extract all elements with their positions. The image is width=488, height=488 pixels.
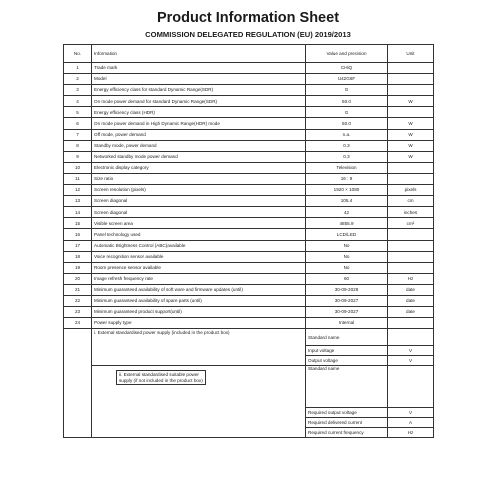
row-information: Screen diagonal [92, 196, 306, 207]
document-subtitle: COMMISSION DELEGATED REGULATION (EU) 2019/2013 [145, 30, 351, 39]
power-supply-b-field: Required output voltage [306, 408, 388, 418]
row-unit [388, 240, 434, 251]
row-value: No [306, 251, 388, 262]
row-number: 9 [64, 151, 92, 162]
row-number: 22 [64, 295, 92, 306]
row-number: 15 [64, 218, 92, 229]
power-supply-b-unit: V [388, 408, 434, 418]
power-supply-b-field: Required current frequency [306, 428, 388, 438]
power-supply-number-cell [64, 329, 92, 438]
row-number: 10 [64, 162, 92, 173]
row-value: Internal [306, 318, 388, 329]
row-number: 1 [64, 63, 92, 74]
table-row [64, 74, 434, 85]
table-row [64, 284, 434, 295]
power-supply-b-label [92, 366, 306, 438]
table-row [64, 140, 434, 151]
row-unit: cm [388, 196, 434, 207]
row-value: LCD/LED [306, 229, 388, 240]
row-number: 2 [64, 74, 92, 85]
row-value: 4855.9 [306, 218, 388, 229]
row-unit: date [388, 295, 434, 306]
power-supply-a-unit [388, 329, 434, 346]
row-value: No [306, 240, 388, 251]
row-information: On mode power demand for standard Dynamic Range(SDR) [92, 96, 306, 107]
power-supply-b-unit: Hz [388, 428, 434, 438]
header-value: Value and precision [306, 45, 388, 63]
row-value: 30-09-2027 [306, 295, 388, 306]
row-unit: inches [388, 207, 434, 218]
table-row [64, 262, 434, 273]
row-information: Off mode, power demand [92, 129, 306, 140]
row-information: Energy efficiency class for standard Dynamic Range(SDR) [92, 85, 306, 96]
power-supply-a-field: Input voltage [306, 346, 388, 356]
row-number: 23 [64, 307, 92, 318]
table-row [64, 162, 434, 173]
row-unit [388, 318, 434, 329]
row-unit: W [388, 140, 434, 151]
row-number: 24 [64, 318, 92, 329]
row-information: Room presence sensor available [92, 262, 306, 273]
table-row [64, 207, 434, 218]
row-value: 30-09-2028 [306, 284, 388, 295]
row-value: 16 : 9 [306, 173, 388, 184]
row-number: 11 [64, 173, 92, 184]
row-number: 12 [64, 185, 92, 196]
table-row [64, 118, 434, 129]
row-information: Model [92, 74, 306, 85]
power-supply-a-row [64, 329, 434, 346]
row-number: 4 [64, 96, 92, 107]
table-row [64, 173, 434, 184]
row-value: G [306, 85, 388, 96]
row-information: Size ratio [92, 173, 306, 184]
row-unit: Hz [388, 273, 434, 284]
row-unit: W [388, 151, 434, 162]
row-unit [388, 63, 434, 74]
power-supply-b-unit: A [388, 418, 434, 428]
table-row [64, 295, 434, 306]
row-number: 21 [64, 284, 92, 295]
row-value: 60 [306, 273, 388, 284]
row-number: 8 [64, 140, 92, 151]
row-value: 30-09-2027 [306, 307, 388, 318]
table-row [64, 107, 434, 118]
row-number: 17 [64, 240, 92, 251]
row-unit [388, 85, 434, 96]
information-table [63, 44, 434, 438]
row-unit: W [388, 129, 434, 140]
row-value: 105.4 [306, 196, 388, 207]
row-value: U42G6F [306, 74, 388, 85]
table-row [64, 273, 434, 284]
row-information: On mode power demand in High Dynamic Range(HDR) mode [92, 118, 306, 129]
row-number: 16 [64, 229, 92, 240]
power-supply-a-field: Standard name [306, 329, 388, 346]
row-information: Automatic Brightness Control (ABC)available [92, 240, 306, 251]
row-unit [388, 107, 434, 118]
row-information: Visible screen area [92, 218, 306, 229]
header-no: No. [64, 45, 92, 63]
row-unit [388, 251, 434, 262]
row-information: Minimum guaranteed availability of soft ware and firmware updates (until) [92, 284, 306, 295]
row-value: No [306, 262, 388, 273]
power-supply-b-unit [388, 366, 434, 408]
row-value: G [306, 107, 388, 118]
row-information: Trade mark [92, 63, 306, 74]
document-title: Product Information Sheet [156, 10, 340, 26]
header-information: Information [92, 45, 306, 63]
power-supply-a-unit: V [388, 356, 434, 366]
table-row [64, 129, 434, 140]
row-unit: W [388, 96, 434, 107]
row-number: 20 [64, 273, 92, 284]
table-row [64, 218, 434, 229]
row-information: Image refresh frequency rate [92, 273, 306, 284]
power-supply-a-text: i. External standardised power supply (included in the product box) [94, 330, 230, 336]
row-number: 5 [64, 107, 92, 118]
row-number: 6 [64, 118, 92, 129]
power-supply-a-field: Output voltage [306, 356, 388, 366]
table-row [64, 63, 434, 74]
product-information-sheet [63, 10, 433, 435]
row-information: Voice recognition sensor available [92, 251, 306, 262]
row-information: Minimum guaranteed availability of spare parts (until) [92, 295, 306, 306]
table-row [64, 240, 434, 251]
row-information: Screen resolution (pixels) [92, 185, 306, 196]
row-information: Electronic display category [92, 162, 306, 173]
power-supply-b-field: Required delivered current [306, 418, 388, 428]
row-value: CHiQ [306, 63, 388, 74]
row-value: 0.3 [306, 140, 388, 151]
row-number: 3 [64, 85, 92, 96]
row-unit [388, 229, 434, 240]
table-row [64, 196, 434, 207]
row-number: 18 [64, 251, 92, 262]
table-row [64, 307, 434, 318]
power-supply-a-label [92, 329, 306, 366]
row-unit [388, 262, 434, 273]
table-row [64, 96, 434, 107]
row-unit [388, 162, 434, 173]
row-value: n.a. [306, 129, 388, 140]
row-value: 0.3 [306, 151, 388, 162]
row-information: Power supply type [92, 318, 306, 329]
table-row [64, 229, 434, 240]
row-number: 19 [64, 262, 92, 273]
row-unit: cm² [388, 218, 434, 229]
table-row [64, 185, 434, 196]
row-information: Minimum guaranteed product support(until) [92, 307, 306, 318]
header-unit: Unit [388, 45, 434, 63]
row-information: Networked standby mode power demand [92, 151, 306, 162]
row-information: Energy efficiency class (HDR) [92, 107, 306, 118]
table-row [64, 318, 434, 329]
power-supply-b-row [64, 366, 434, 408]
power-supply-a-unit: V [388, 346, 434, 356]
row-value: Television [306, 162, 388, 173]
row-unit: date [388, 284, 434, 295]
row-number: 7 [64, 129, 92, 140]
row-number: 13 [64, 196, 92, 207]
row-value: 50.0 [306, 118, 388, 129]
table-row [64, 151, 434, 162]
row-unit [388, 173, 434, 184]
table-row [64, 85, 434, 96]
row-information: Standby mode, power demand [92, 140, 306, 151]
table-row [64, 251, 434, 262]
row-number: 14 [64, 207, 92, 218]
row-unit: date [388, 307, 434, 318]
row-information: Screen diagonal [92, 207, 306, 218]
power-supply-b-box: ii. External standardised suitable power supply (if not included in the product box) [116, 370, 206, 385]
row-unit [388, 74, 434, 85]
row-value: 42 [306, 207, 388, 218]
power-supply-b-field: Standard name [306, 366, 388, 408]
row-unit: pixels [388, 185, 434, 196]
row-information: Panel technology used [92, 229, 306, 240]
row-unit: W [388, 118, 434, 129]
table-body [64, 63, 434, 438]
row-value: 1920 × 1080 [306, 185, 388, 196]
row-value: 50.0 [306, 96, 388, 107]
table-header-row [64, 45, 434, 63]
